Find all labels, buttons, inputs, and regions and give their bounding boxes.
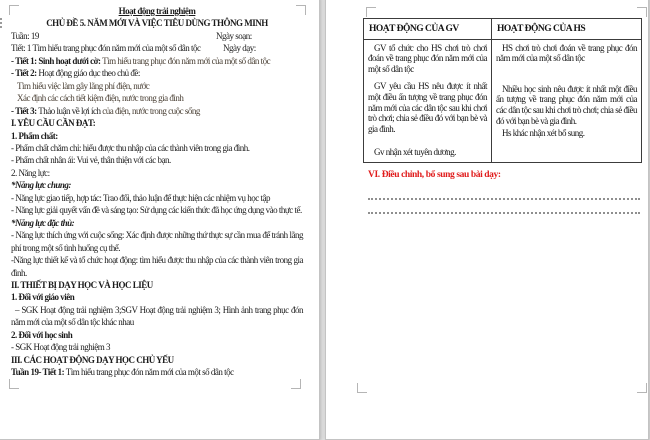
ngay-soan-label: Ngày soạn: (216, 30, 252, 41)
margin-crop-mark (637, 7, 647, 17)
tiet3-line: - Tiết 3: Thảo luận về lợi ích của điện, nước trong cuộc sống (11, 105, 200, 116)
nang-luc-dac-thu-item: -Năng lực thiết kế và tổ chức hoạt động: tìm hiểu được thu nhập của các thành viên trong gia đình. (11, 255, 303, 278)
tiet2-line: - Tiết 2: Hoạt động giáo dục theo chủ đề: (11, 68, 140, 79)
giao-vien-item: – SGK Hoạt động trải nghiệm 3;SGV Hoạt động trải nghiệm 3; Hình ảnh trang phục đón năm mới của một số dân tộc khác nhau (11, 304, 303, 328)
dotted-fill-line (368, 212, 640, 214)
page-2[interactable] (325, 0, 649, 440)
gv-paragraph: GV yêu cầu HS nêu được ít nhất một điều ấn tượng về trang phục đón năm mới của các dân tộc sau khi chơi trò chơi; chia sẻ điều đó với bạn bè và gia đình. (368, 81, 487, 134)
tiet2-sub-line: Xác định các cách tiết kiệm điện, nước trong gia đình (17, 93, 184, 104)
section-2-heading: II. THIẾT BỊ DẠY HỌC VÀ HỌC LIỆU (11, 279, 153, 290)
nang-luc-chung-item: - Năng lực giao tiếp, hợp tác: Trao đổi, thảo luận để thực hiện các nhiệm vụ học tập (11, 192, 270, 203)
page-1[interactable] (0, 0, 320, 440)
doi-voi-giao-vien-heading: 1. Đối với giáo viên (11, 292, 75, 303)
lesson-plan-body[interactable] (11, 5, 303, 379)
meta-line-tiet (11, 42, 303, 54)
doi-voi-hoc-sinh-heading: 2. Đối với học sinh (11, 329, 73, 340)
adjustment-heading: VI. Điều chỉnh, bổ sung sau bài dạy: (368, 170, 501, 180)
margin-crop-mark (291, 379, 301, 389)
week-label: Tuần: 19 (11, 30, 39, 41)
table-header-gv: HOẠT ĐỘNG CỦA GV (364, 19, 492, 39)
margin-crop-mark (357, 383, 367, 393)
gv-activities-cell[interactable] (364, 40, 492, 162)
week-tiet-line: Tuần 19- Tiết 1: Tìm hiểu trang phục đón năm mới của một số dân tộc (11, 367, 234, 378)
gv-paragraph: GV tổ chức cho HS chơi trò chơi đoán về trang phục đón năm mới của một số dân tộc (368, 42, 487, 74)
tiet1-line: - Tiết 1: Sinh hoạt dưới cờ: Tìm hiểu trang phục đón năm mới của một số dân tộc (11, 55, 271, 66)
hs-activities-cell[interactable] (492, 40, 641, 162)
nang-luc-dac-thu-heading: *Năng lực đặc thù: (11, 217, 75, 228)
pham-chat-heading: 1. Phẩm chất: (11, 130, 58, 141)
activities-table[interactable] (363, 18, 642, 163)
doc-title: Hoạt động trải nghiệm (118, 6, 196, 16)
nang-luc-chung-item: - Năng lực giải quyết vấn đề và sáng tạo: Sử dụng các kiến thức đã học ứng dụng vào thực tế. (11, 205, 302, 216)
table-body-row (364, 40, 641, 162)
nang-luc-heading: 2. Năng lực: (11, 167, 50, 178)
gv-paragraph: Gv nhận xét tuyên dương. (374, 147, 456, 158)
section-3-heading: III. CÁC HOẠT ĐỘNG DẠY HỌC CHỦ YẾU (11, 354, 174, 365)
table-header-hs: HOẠT ĐỘNG CỦA HS (497, 24, 586, 34)
margin-crop-mark (9, 379, 19, 389)
meta-line-week (11, 30, 303, 42)
nang-luc-chung-heading: *Năng lực chung: (11, 180, 71, 191)
nang-luc-dac-thu-item: - Năng lực thích ứng với cuộc sống: Xác định được những thứ thực sự cần mua để tránh lãng phí trong một số tình huống cụ thể. (11, 230, 303, 253)
pham-chat-item: - Phẩm chất chăm chỉ: hiểu được thu nhập của các thành viên trong gia đình. (11, 142, 250, 153)
chapter-heading: CHỦ ĐỀ 5. NĂM MỚI VÀ VIỆC TIÊU DÙNG THÔNG MINH (46, 18, 268, 29)
dotted-fill-line (368, 198, 640, 200)
tiet-label: Tiết: 1 Tìm hiểu trang phục đón năm mới của một số dân tộc (11, 43, 201, 54)
paragraph-mark (0, 18, 2, 30)
hoc-sinh-item: - SGK Hoạt động trải nghiệm 3 (11, 342, 110, 353)
hs-paragraph: Hs khác nhận xét bổ sung. (502, 128, 585, 139)
table-header-row (364, 19, 641, 40)
hs-paragraph: HS chơi trò chơi đoán về trang phục đón năm mới của một số dân tộc (496, 42, 637, 64)
pham-chat-item: - Phẩm chất nhân ái: Vui vẻ, thân thiện với các bạn. (11, 155, 171, 166)
ngay-day-label: Ngày dạy: (223, 43, 256, 54)
section-1-heading: I. YÊU CẦU CẦN ĐẠT: (11, 118, 96, 129)
margin-crop-mark (366, 7, 376, 17)
hs-paragraph: Nhiều học sinh nêu được ít nhất một điều ấn tượng về trang phục đón năm mới của các dân tộc sau khi chơi trò chơi; chia sẻ điều đó với bạn bè và gia đình. (496, 83, 637, 126)
margin-crop-mark (637, 383, 647, 393)
tiet2-sub-line: Tìm hiểu việc làm gây lãng phí điện, nước (17, 80, 150, 91)
